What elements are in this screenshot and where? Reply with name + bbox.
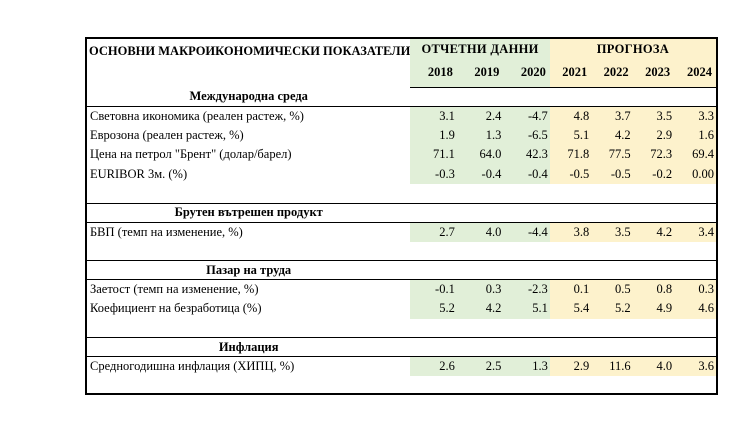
section-title: Брутен вътрешен продукт [87,203,410,222]
year-header: 2022 [591,59,632,87]
year-header: 2020 [503,59,549,87]
indicator-label: Заетост (темп на изменение, %) [90,282,259,296]
indicator-value: 77.5 [591,145,632,165]
macro-indicators-table-frame [85,37,718,395]
indicator-value: 0.3 [457,280,503,300]
indicator-value: 0.5 [591,280,632,300]
indicator-value: 5.4 [550,299,591,319]
indicator-row [87,106,716,126]
indicator-label: EURIBOR 3м. (%) [90,166,188,181]
indicator-value: 11.6 [591,357,632,377]
indicator-label: Коефициент на безработица (%) [90,301,262,316]
indicator-value: -2.3 [503,280,549,300]
indicator-value: -0.5 [550,165,591,185]
indicator-value: -0.4 [503,165,549,185]
year-header: 2021 [550,59,591,87]
spacer-row [87,319,716,338]
indicator-row [87,145,716,165]
indicator-value: -0.2 [633,165,674,185]
spacer-row [87,184,716,203]
indicator-value: 5.1 [550,126,591,146]
indicator-value: 3.8 [550,222,591,242]
indicator-value: 4.0 [457,222,503,242]
indicator-value: 2.6 [410,357,456,377]
year-header: 2023 [633,59,674,87]
indicator-row [87,222,716,242]
indicator-value: -0.4 [457,165,503,185]
indicator-label: Световна икономика (реален растеж, %) [90,108,304,123]
indicator-value: 71.8 [550,145,591,165]
indicator-label: Цена на петрол "Брент" (долар/барел) [90,147,292,162]
indicator-value: 5.2 [410,299,456,319]
indicator-value: 5.1 [503,299,549,319]
indicator-value: -0.5 [591,165,632,185]
indicator-value: 3.6 [674,357,716,377]
indicator-value: 2.9 [550,357,591,377]
indicator-value: 4.9 [633,299,674,319]
indicator-value: -0.1 [410,280,456,300]
indicator-value: 3.7 [591,106,632,126]
section-header-row [87,338,716,357]
spacer-row [87,242,716,261]
indicator-label: Средногодишна инфлация (ХИПЦ, %) [90,359,295,373]
year-header: 2018 [410,59,456,87]
indicator-value: 0.1 [550,280,591,300]
indicator-row [87,299,716,319]
year-header: 2019 [457,59,503,87]
indicator-value: -4.4 [503,222,549,242]
section-title: Инфлация [87,338,410,357]
indicator-value: 42.3 [503,145,549,165]
indicator-value: 64.0 [457,145,503,165]
indicator-value: -4.7 [503,106,549,126]
indicator-label: БВП (темп на изменение, %) [90,224,243,239]
indicator-value: 4.8 [550,106,591,126]
indicator-row [87,280,716,300]
indicator-value: -6.5 [503,126,549,146]
indicator-value: 2.4 [457,106,503,126]
indicator-value: 3.4 [674,222,716,242]
indicator-value: 3.1 [410,106,456,126]
macro-indicators-table [87,39,716,376]
indicator-value: 3.5 [591,222,632,242]
indicator-row [87,357,716,377]
section-header-row [87,87,716,106]
indicator-value: 0.8 [633,280,674,300]
year-header: 2024 [674,59,716,87]
indicator-value: 2.9 [633,126,674,146]
indicator-value: 2.7 [410,222,456,242]
indicator-value: 1.3 [503,357,549,377]
section-header-row [87,261,716,280]
section-title: Международна среда [87,87,410,106]
indicator-value: 3.5 [633,106,674,126]
indicator-value: 3.3 [674,106,716,126]
section-title: Пазар на труда [87,261,410,280]
indicator-value: 2.5 [457,357,503,377]
indicator-value: 71.1 [410,145,456,165]
indicator-value: 72.3 [633,145,674,165]
indicator-value: 4.2 [591,126,632,146]
section-header-row [87,203,716,222]
indicator-row [87,165,716,185]
forecast-header: ПРОГНОЗА [550,39,716,59]
indicator-value: 0.00 [674,165,716,185]
indicator-row [87,126,716,146]
actual-data-header: ОТЧЕТНИ ДАННИ [410,39,549,59]
indicator-value: 1.3 [457,126,503,146]
table-title: ОСНОВНИ МАКРОИКОНОМИЧЕСКИ ПОКАЗАТЕЛИ [89,44,411,58]
indicator-value: 4.2 [633,222,674,242]
indicator-value: 4.0 [633,357,674,377]
indicator-value: 5.2 [591,299,632,319]
indicator-value: 4.2 [457,299,503,319]
indicator-label: Еврозона (реален растеж, %) [90,127,244,142]
indicator-value: 0.3 [674,280,716,300]
indicator-value: -0.3 [410,165,456,185]
indicator-value: 69.4 [674,145,716,165]
indicator-value: 4.6 [674,299,716,319]
indicator-value: 1.9 [410,126,456,146]
indicator-value: 1.6 [674,126,716,146]
